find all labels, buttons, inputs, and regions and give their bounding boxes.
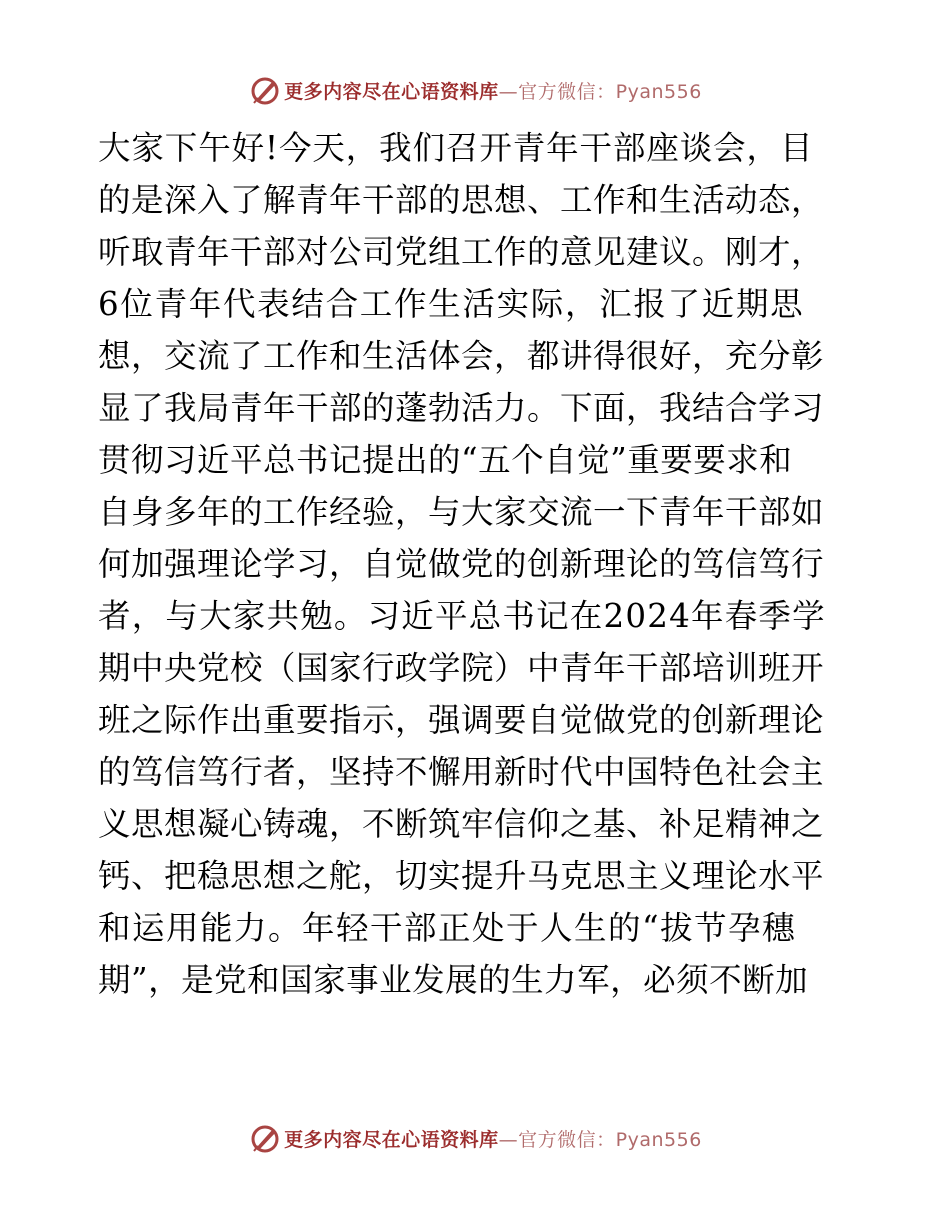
body-line: 何加强理论学习，自觉做党的创新理论的笃信笃行 xyxy=(98,545,825,583)
header-banner-wechat-text: —官方微信：Pyan556 xyxy=(498,80,702,103)
body-line: 贯彻习近平总书记提出的“五个自觉”重要要求和 xyxy=(98,441,793,479)
quill-circle-logo-icon xyxy=(248,73,282,107)
body-line: 的笃信笃行者，坚持不懈用新时代中国特色社会主 xyxy=(98,753,825,791)
body-line: 和运用能力。年轻干部正处于人生的“拔节孕穗 xyxy=(98,909,797,947)
body-line: 大家下午好!今天，我们召开青年干部座谈会，目 xyxy=(98,129,814,167)
body-line: 自身多年的工作经验，与大家交流一下青年干部如 xyxy=(98,493,825,531)
body-line: 义思想凝心铸魂，不断筑牢信仰之基、补足精神之 xyxy=(98,805,825,843)
body-line: 听取青年干部对公司党组工作的意见建议。刚才， xyxy=(98,233,825,271)
body-line: 者，与大家共勉。习近平总书记在2024年春季学 xyxy=(98,597,826,635)
footer-banner-main-text: 更多内容尽在心语资料库 xyxy=(284,1128,499,1151)
header-banner-main-text: 更多内容尽在心语资料库 xyxy=(284,80,499,103)
body-line: 的是深入了解青年干部的思想、工作和生活动态， xyxy=(98,181,825,219)
quill-circle-logo-icon xyxy=(248,1121,282,1155)
body-line: 显了我局青年干部的蓬勃活力。下面，我结合学习 xyxy=(98,389,825,427)
body-line: 期”，是党和国家事业发展的生力军，必须不断加 xyxy=(98,961,809,999)
document-body xyxy=(98,122,858,1006)
body-line: 钙、把稳思想之舵，切实提升马克思主义理论水平 xyxy=(98,857,825,895)
body-line: 想，交流了工作和生活体会，都讲得很好，充分彰 xyxy=(98,337,825,375)
body-line: 6位青年代表结合工作生活实际，汇报了近期思 xyxy=(98,285,805,323)
header-watermark-banner xyxy=(0,70,950,110)
body-line: 班之际作出重要指示，强调要自觉做党的创新理论 xyxy=(98,701,825,739)
footer-watermark-banner xyxy=(0,1118,950,1158)
body-line: 期中央党校（国家行政学院）中青年干部培训班开 xyxy=(98,649,825,687)
footer-banner-wechat-text: —官方微信：Pyan556 xyxy=(498,1128,702,1151)
